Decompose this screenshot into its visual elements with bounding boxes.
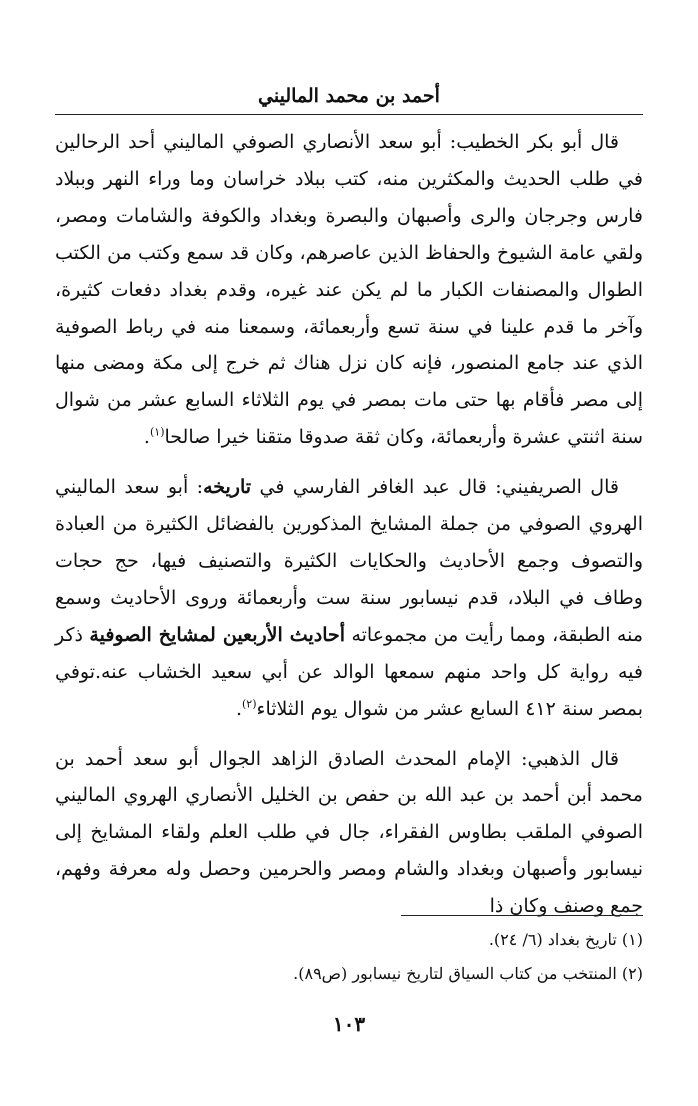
page-number: ١٠٣ — [332, 1012, 366, 1036]
footnote-marker: (٢) — [242, 697, 257, 711]
footnote-item: (٢) المنتخب من كتاب السياق لتاريخ نيسابور (ص٨٩). — [293, 964, 643, 983]
footnote-item: (١) تاريخ بغداد (٦/ ٢٤). — [488, 930, 643, 949]
paragraph-tail: . — [235, 697, 242, 720]
header-divider — [55, 114, 643, 115]
paragraph-khatib — [55, 124, 643, 456]
paragraph-text: : أبو سعد الماليني الهروي الصوفي من جملة المشايخ المذكورين بالفضائل الكثيرة من العبادة والتصوف وجمع الأحاديث والحكايات الكثيرة والتصنيف فيها، حج حجات وطاف في البلاد، قدم نيسابور سنة ست وأربعمائة وروى الأحاديث وسمع منه الطبقة، ومما رأيت من مجموعاته — [55, 476, 643, 646]
paragraph-text: قال الذهبي: الإمام المحدث الصادق الزاهد الجوال أبو سعد أحمد بن محمد أبن أحمد بن عبد الله بن حفص بن الخليل الأنصاري الهروي الماليني الصوفي الملقب بطاوس الفقراء، جال في طلب العلم ولقاء المشايخ إلى نيسابور وأصبهان وبغداد والشام ومصر والحرمين وحصل وله معرفة وفهم، جمع وصنف وكان ذا — [55, 747, 643, 918]
footnote-divider — [401, 915, 643, 916]
bold-book-title: أحاديث الأربعين لمشايخ الصوفية — [89, 623, 346, 646]
bold-book-title: تاريخه — [203, 476, 252, 499]
paragraph-text: قال أبو بكر الخطيب: أبو سعد الأنصاري الصوفي الماليني أحد الرحالين في طلب الحديث والمكثرين منه، كتب ببلاد خراسان وما وراء النهر وببلاد فارس وجرجان والرى وأصبهان والبصرة وبغداد والكوفة والشامات ومصر، ولقي عامة الشيوخ والحفاظ الذين عاصرهم، وكان قد سمع وكتب من الكتب الطوال والمصنفات الكبار ما لم يكن عند غيره، وقدم بغداد دفعات كثيرة، وآخر ما قدم علينا في سنة تسع وأربعمائة، وسمعنا منه في رباط الصوفية الذي عند جامع المنصور، فإنه كان نزل هناك ثم خرج إلى مكة ومضى منها إلى مصر فأقام بها حتى مات بمصر في يوم الثلاثاء السابع عشر من شوال سنة اثنتي عشرة وأربعمائة، وكان ثقة صدوقا متقنا خيرا صالحا — [55, 131, 643, 449]
footnotes — [55, 923, 643, 991]
footnote-marker: (١) — [149, 425, 165, 439]
running-header-title: أحمد بن محمد الماليني — [258, 85, 440, 107]
paragraph-text: ذكر فيه رواية كل واحد منهم سمعها الوالد عن أبي سعيد الخشاب عنه.توفي بمصر سنة ٤١٢ السابع عشر من شوال يوم الثلاثاء — [55, 623, 643, 720]
paragraph-tail: . — [143, 426, 150, 449]
main-text — [55, 124, 643, 925]
paragraph-dhahabi — [55, 741, 643, 926]
paragraph-text: قال الصريفيني: قال عبد الغافر الفارسي في — [251, 476, 619, 499]
paragraph-sarifini — [55, 469, 643, 727]
